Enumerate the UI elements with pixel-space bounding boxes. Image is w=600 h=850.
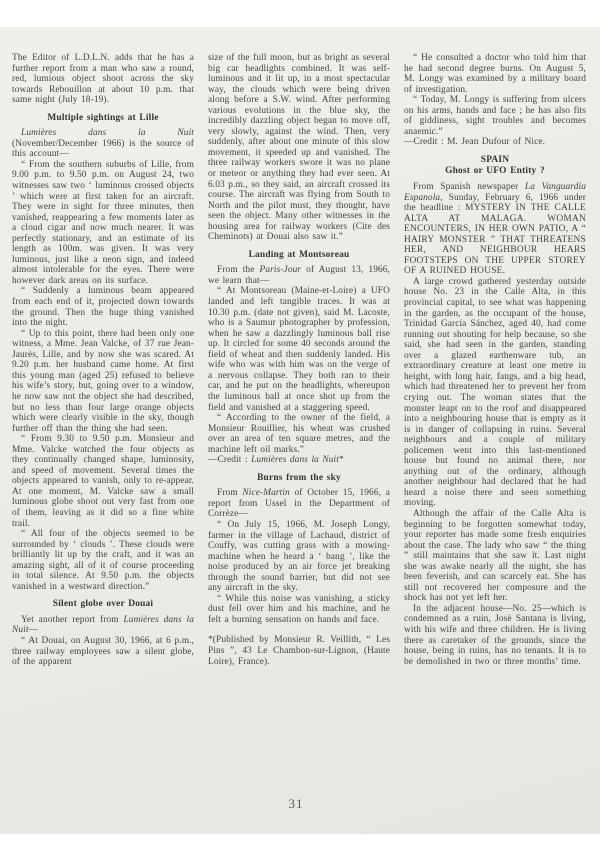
text-run: “ At Montsoreau (Maine-et-Loire) a UFO landed and left tangible traces. It was at 10.30 p.m. (date not given), said M. Lacoste, who is a Saumur photographer by profession, when he saw a dazzlingly luminous ball rise up. It circled for some 40 seconds around the field of wheat and then suddenly landed. His wife who was with him was on the verge of a nervous collapse. They both ran to their car, and he put on the headlights, whereupon the luminous ball at once shot up from the field and vanished at a staggering speed. bbox=[208, 286, 390, 413]
footnote bbox=[208, 635, 390, 667]
paragraph bbox=[12, 128, 194, 160]
column-right bbox=[404, 53, 586, 668]
text-run: “ On July 15, 1966, M. Joseph Longy, farmer in the village of Lachaud, district of Couffy, was cutting grass with a mowing-machine when he heard a ‘ bang ’, like the noise produced by an air force jet breaking through the sound barrier, but did not see any aircraft in the sky. bbox=[208, 519, 390, 594]
paragraph bbox=[404, 95, 586, 137]
text-run: “ All four of the objects seemed to be surrounded by ‘ clouds ’. These clouds were brilliantly lit up by the craft, and it was an amazing sight, all of it of course proceeding in total silence. At 9.50 p.m. the objects vanished in a westward direction.” bbox=[12, 529, 194, 592]
text-run: — bbox=[28, 625, 39, 636]
italic-text-run: La Vanguardia Espanola, bbox=[404, 182, 586, 203]
paragraph bbox=[404, 509, 586, 604]
paragraph bbox=[404, 277, 586, 509]
section-heading bbox=[404, 155, 586, 166]
paragraph bbox=[12, 434, 194, 529]
paragraph bbox=[404, 53, 586, 95]
text-run: “ Today, M. Longy is suffering from ulcers on his arms, hands and face ; he has also fits of giddiness, sight troubles and becomes anaemic.” bbox=[404, 95, 586, 137]
paragraph bbox=[208, 265, 390, 286]
text-run: “ From 9.30 to 9.50 p.m. Monsieur and Mme. Valcke watched the four objects as they continually changed shape, luminosity, and speed of movement. Several times the objects appeared to vanish, only to re-appear. At one moment, M. Valcke saw a small luminous globe shoot out very fast from one of them, leaving as it did so a fine white trail. bbox=[12, 434, 194, 529]
italic-text-run: Nice-Martin bbox=[242, 488, 290, 499]
text-run: In the adjacent house—No. 25—which is condemned as a ruin, Josè Santana is living, with his wife and three children. He is living there as caretaker of the grounds, since the house, being in ruins, has no tenants. It is to be demolished in two or three months’ time. bbox=[404, 603, 586, 667]
paragraph bbox=[208, 413, 390, 455]
text-run: “ While this noise was vanishing, a sticky dust fell over him and his machine, and he felt a burning sensation on hands and face. bbox=[208, 593, 390, 625]
text-run: Yet another report from bbox=[21, 614, 124, 625]
page-columns bbox=[0, 27, 600, 668]
text-run: SPAIN bbox=[480, 154, 510, 165]
text-run: —Credit : M. Jean Dufour of Nice. bbox=[404, 137, 546, 148]
paragraph bbox=[208, 53, 390, 243]
text-run: of August 13, 1966, we learn that— bbox=[208, 265, 390, 286]
credit-line bbox=[404, 137, 586, 148]
paragraph bbox=[12, 529, 194, 592]
text-run: Sunday, February 6, 1966 under the headline : bbox=[404, 192, 586, 214]
text-run: * bbox=[338, 455, 344, 466]
text-run: Ghost or UFO Entity ? bbox=[445, 166, 545, 177]
section-heading bbox=[12, 599, 194, 610]
caps-text-run: MYSTERY IN THE CALLE ALTA AT MALAGA. WOMAN ENCOUNTERS, IN HER OWN PATIO, A “ HAIRY MONSTER ” THAT THREATENS HER, AND NEIGHBOUR HEARS FOOTSTEPS ON THE UPPER STOREY OF A RUINED HOUSE. bbox=[404, 203, 586, 277]
text-run: “ At Douai, on August 30, 1966, at 6 p.m., three railway employees saw a silent globe, of the apparent bbox=[12, 635, 194, 668]
paragraph bbox=[12, 615, 194, 636]
paragraph bbox=[12, 329, 194, 434]
text-run: From bbox=[217, 488, 243, 499]
text-run: (November/December 1966) is the source of this account— bbox=[12, 138, 194, 160]
paragraph bbox=[404, 604, 586, 667]
paragraph bbox=[12, 286, 194, 328]
text-run: Although the affair of the Calle Alta is beginning to be forgotten somewhat today, your reporter has made some fresh enquiries about the case. The lady who saw “ the thing ” still maintains that she saw it. Last night she was awake nearly all the night, she has been feverish, and can scarcely eat. She has still not recovered her composure and the shock has not yet left her. bbox=[404, 508, 586, 604]
page-number: 31 bbox=[288, 796, 304, 811]
section-heading bbox=[208, 473, 390, 484]
text-run: Multiple sightings at Lille bbox=[47, 112, 159, 123]
text-run: *(Published by Monsieur R. Veillith, “ Les Pins ”, 43 Le Chambon-sur-Lignon, (Haute Loire), France). bbox=[208, 635, 390, 667]
text-run: Burns from the sky bbox=[257, 472, 341, 483]
text-run: —Credit : bbox=[208, 455, 252, 466]
paragraph bbox=[208, 488, 390, 520]
scanned-page bbox=[0, 27, 600, 834]
italic-text-run: Lumières dans la Nuit bbox=[21, 128, 194, 139]
paragraph bbox=[12, 53, 194, 106]
text-run: A large crowd gathered yesterday outside house No. 23 in the Calle Alta, in this provincial capital, to see what was happening in the garden, as the occupant of the house, Trinidad García Sánchez, aged 40, had come running out shouting for help because, so she said, she had seen in the garden, standing over a glazed earthenware tub, an extraordinary creature at least one metre in height, with long hair, fangs, and a big head, which had threatened her to prevent her from crying out. The woman states that the monster leapt on to the roof and disappeared into a neighbouring house that is empty as it is in danger of collapsing in ruins. Several neighbours and a couple of military policemen went into this last-mentioned house but found no animal there, nor anything out of the ordinary, although another neighbour had declared that he had heard a noise there and seen something moving. bbox=[404, 276, 586, 509]
credit-line bbox=[208, 455, 390, 466]
paragraph bbox=[12, 636, 194, 668]
text-run: “ He consulted a doctor who told him that he had second degree burns. On August 5, M. Longy was examined by a military board of investigation. bbox=[404, 53, 586, 95]
text-run: “ Suddenly a luminous beam appeared from each end of it, projected down towards the ground. Then the huge thing vanished into the night. bbox=[12, 286, 194, 329]
text-run: Silent globe over Douai bbox=[52, 599, 154, 610]
text-run: size of the full moon, but as bright as several big car headlights combined. It was self-luminous and it lit up, in a most spectacular way, the clouds which were being driven along before a S.W. wind. After performing various evolutions in the blue sky, the incredibly dazzling object began to move off, very slowly, against the wind. Then, very suddenly, after about one minute of this slow movement, it speeded up and vanished. The three railway workers swore it was no plane or meteor or anything they had ever seen. At 6.03 p.m., so they said, an aircraft crossed its course. The aircraft was flying from South to North and the pilot must, they thought, have seen the object. Many other witnesses in the housing area for railway workers (Cite des Cheminots) at Douai also saw it.” bbox=[208, 53, 390, 243]
paragraph bbox=[208, 286, 390, 413]
text-run: The Editor of L.D.L.N. adds that he has a further report from a man who saw a round, red, lumious object shoot across the sky towards Rebouillon at about 10 p.m. that same night (July 18-19). bbox=[12, 53, 194, 106]
italic-text-run: Paris-Jour bbox=[259, 265, 302, 276]
paragraph bbox=[208, 594, 390, 626]
text-run: “ From the southern suburbs of Lille, from 9.00 p.m. to 9.50 p.m. on August 24, two witnesses saw two ‘ luminous crossed objects ’ which were at first taken for an aircraft. They were in sight for three minutes, then vanished, reappearing a few moments later as a cloud cigar and now much nearer. It was perfectly stationary, and an estimate of its length as 100m. was given. It was very luminous, just like a neon sign, and indeed almost intolerable for the eyes. There were however dark areas on its surface. bbox=[12, 159, 194, 286]
paragraph bbox=[12, 160, 194, 287]
section-heading bbox=[208, 250, 390, 261]
section-heading bbox=[404, 166, 586, 177]
column-center bbox=[208, 53, 390, 668]
column-left bbox=[12, 53, 194, 668]
text-run: Landing at Montsoreau bbox=[248, 249, 350, 260]
text-run: “ Up to this point, there had been only one witness, a Mme. Jean Valcke, of 37 rue Jean-Jaurès, Lille, and by now she was scared. At 9.20 p.m. her husband came home. At first this young man (aged 25) refused to believe his wife’s story, but, going over to a window, he now saw not the object she had described, but no less than four large orange objects which were clearly visible in the sky, though further off than the thing she had seen. bbox=[12, 328, 194, 434]
text-run: “ According to the owner of the field, a Monsieur Rouillier, his wheat was crushed over an area of ten square metres, and the machine left oil marks.” bbox=[208, 413, 390, 455]
italic-text-run: Lumières dans la Nuit bbox=[251, 455, 339, 466]
section-heading bbox=[12, 113, 194, 124]
paragraph bbox=[208, 520, 390, 594]
text-run: From Spanish newspaper bbox=[413, 182, 525, 193]
text-run: of October 15, 1966, a report from Ussel in the Department of Corrèze— bbox=[208, 488, 390, 520]
paragraph bbox=[404, 182, 586, 277]
text-run: From the bbox=[217, 265, 260, 276]
italic-text-run: Lumières dans la Nuit bbox=[12, 614, 194, 636]
